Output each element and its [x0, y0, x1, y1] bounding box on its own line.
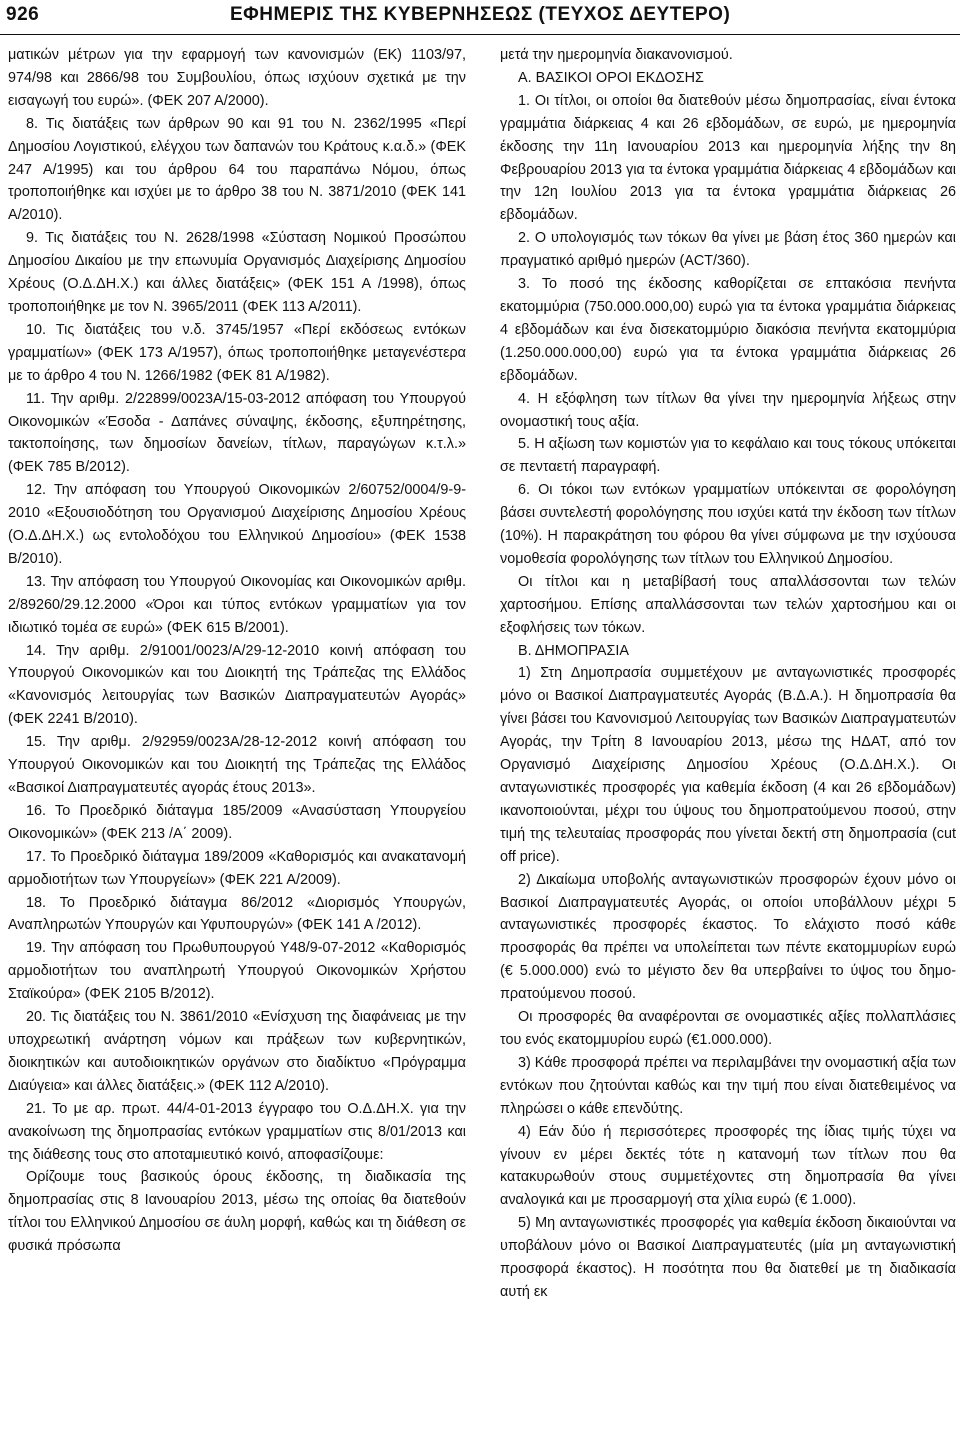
paragraph-auction-3: 3) Κάθε προσφορά πρέπει να περιλαμβάνει την ονομαστική αξία των εντόκων που ζητούνται καθώς και την τιμή που είναι διατεθειμένος να πληρώσει ο κάθε επενδύτης.: [500, 1054, 956, 1117]
paragraph-decision: Ορίζουμε τους βασικούς όρους έκδοσης, τη διαδικασία της δημοπρασίας στις 8 Ιανουαρίου 2013, μέσω της οποίας θα διατεθούν τίτλοι του Ελληνικού Δημοσίου σε άυλη μορφή, καθώς και τη διάθεση σε φυσικά πρόσωπα: [8, 1169, 466, 1255]
paragraph-term-1: 1. Οι τίτλοι, οι οποίοι θα διατεθούν μέσω δημοπρασίας, είναι έντοκα γραμμάτια διάρκειας 4 και 26 εβδομάδων, σε ευρώ, με ημερομηνία έκδοσης την 11η Ιανουαρίου 2013 και ημερομηνία λήξης την 8η Φεβρουαρίου 2013 για τα έντοκα γραμμάτια διάρκειας 4 εβδομάδων και την 12η Ιουλίου 2013 για τα έντοκα γραμμάτια διάρκειας 26 εβδομάδων.: [500, 92, 956, 224]
paragraph-item-12: 12. Την απόφαση του Υπουργού Οικονομικών 2/60752/0004/9-9-2010 «Εξουσιοδότηση του Οργανισμού Διαχείρισης Δημοσίου Χρέους (Ο.Δ.ΔΗ.Χ.) ως εντολοδόχου του Ελληνικού Δημοσίου» (ΦΕΚ 1538 Β/2010).: [8, 482, 466, 567]
right-column: [500, 44, 956, 1304]
page-number: 926: [6, 4, 40, 25]
paragraph-item-18: 18. Το Προεδρικό διάταγμα 86/2012 «Διορισμός Υπουργών, Αναπληρωτών Υπουργών και Υφυπουργών» (ΦΕΚ 141 Α /2012).: [8, 894, 466, 934]
paragraph-item-17: 17. Το Προεδρικό διάταγμα 189/2009 «Καθορισμός και ανακατανομή αρμοδιοτήτων των Υπουργείων» (ΦΕΚ 221 Α/2009).: [8, 848, 466, 888]
paragraph-continuation: ματικών μέτρων για την εφαρμογή των κανονισμών (ΕΚ) 1103/97, 974/98 και 2866/98 του Συμβουλίου, όπως ισχύουν σχετικά με την εισαγωγή του ευρώ». (ΦΕΚ 207 Α/2000).: [8, 47, 466, 109]
paragraph-term-3: 3. Το ποσό της έκδοσης καθορίζεται σε επτακόσια πενήντα εκατομμύρια (750.000.000,00) ευρώ για τα έντοκα γραμμάτια διάρκειας 4 εβδομάδων και ένα δισεκατομμύριο διακόσια πενήντα εκατομμύρια (1.250.000.000,00) ευρώ για τα έντοκα γραμμάτια διάρκειας 26 εβδομάδων.: [500, 276, 956, 384]
paragraph-auction-multiples: Οι προσφορές θα αναφέρονται σε ονομαστικές αξίες πολλαπλάσιες του ενός εκατομμυρίου ευρώ (€1.000.000).: [500, 1009, 956, 1048]
paragraph-term-5: 5. Η αξίωση των κομιστών για το κεφάλαιο και τους τόκους υπόκειται σε πενταετή παραγραφή.: [500, 436, 956, 476]
paragraph-item-16: 16. Το Προεδρικό διάταγμα 185/2009 «Ανασύσταση Υπουργείου Οικονομικών» (ΦΕΚ 213 /Α΄ 2009).: [8, 802, 466, 842]
paragraph-item-10: 10. Τις διατάξεις του ν.δ. 3745/1957 «Περί εκδόσεως εντόκων γραμματίων» (ΦΕΚ 173 Α/1957), όπως τροποποιήθηκε μεταγενέστερα με το άρθρο 4 του Ν. 1266/1982 (ΦΕΚ 81 Α/1982).: [8, 321, 466, 384]
left-column: [8, 44, 466, 1258]
paragraph-auction-1: 1) Στη Δημοπρασία συμμετέχουν με ανταγωνιστικές προσφορές μόνο οι Βασικοί Διαπραγματευτές Αγοράς (Β.Δ.Α.). Η δημοπρασία θα γίνει βάσει του Κανονισμού Λειτουργίας των Βασικών Διαπραγματευτών Αγοράς, την Τρίτη 8 Ιανουαρίου 2013, μέσω της ΗΔΑΤ, από τον Οργανισμό Διαχείρισης Δημοσίου Χρέους (Ο.Δ.ΔΗ.Χ.). Οι ανταγωνιστικές προσφορές για καθεμία έκδοση (4 και 26 εβδομάδων) ικανοποιούνται, μέχρι του ύψους του δημοπρατούμενου ποσού, στην τιμή της τελευταίας προσφοράς που γίνεται δεκτή στη δημοπρασία (cut off price).: [500, 665, 956, 865]
paragraph-stamp-duty: Οι τίτλοι και η μεταβίβασή τους απαλλάσσονται των τελών χαρτοσήμου. Επίσης απαλλάσσονται των τελών χαρτοσήμου και οι εξοφλήσεις των τόκων.: [500, 573, 956, 636]
paragraph-item-21: 21. Το με αρ. πρωτ. 44/4-01-2013 έγγραφο του Ο.Δ.ΔΗ.Χ. για την ανακοίνωση της δημοπρασίας εντόκων γραμματίων στις 8/01/2013 και της διάθεσης τους στο αποταμιευτικό κοινό, αποφασίζουμε:: [8, 1100, 466, 1163]
paragraph-item-14: 14. Την αριθμ. 2/91001/0023/Α/29-12-2010 κοινή απόφαση του Υπουργού Οικονομικών και του Διοικητή της Τράπεζας της Ελλάδος «Κανονισμός λειτουργίας των Βασικών Διαπραγματευτών Αγοράς» (ΦΕΚ 2241 Β/2010).: [8, 642, 466, 728]
paragraph-item-19: 19. Την απόφαση του Πρωθυπουργού Υ48/9-07-2012 «Καθορισμός αρμοδιοτήτων του αναπληρωτή Υπουργού Οικονομικών Χρήστου Σταϊκούρα» (ΦΕΚ 2105 Β/2012).: [8, 940, 466, 1003]
paragraph-item-9: 9. Τις διατάξεις του Ν. 2628/1998 «Σύσταση Νομικού Προσώπου Δημοσίου Δικαίου με την επωνυμία Οργανισμός Διαχείρισης Δημοσίου Χρέους (Ο.Δ.ΔΗ.Χ.) και άλλες διατάξεις» (ΦΕΚ 151 Α /1998), όπως τροποποιήθηκε με τον Ν. 3965/2011 (ΦΕΚ 113 Α/2011).: [8, 230, 466, 315]
paragraph-auction-2: 2) Δικαίωμα υποβολής ανταγωνιστικών προσφορών έχουν μόνο οι Βασικοί Διαπραγματευτές Αγοράς, οι οποίοι υποβάλλουν μέχρι 5 ανταγωνιστικές προσφορές έκαστος. Το ελάχιστο ποσό κάθε προσφοράς θα πρέπει να υπολείπεται των πέντε εκατομμυρίων ευρώ (€ 5.000.000) ενώ το μέγιστο δεν θα υπερβαίνει το ύψος του δημοπρατούμενου ποσού.: [500, 871, 956, 1003]
paragraph-term-2: 2. Ο υπολογισμός των τόκων θα γίνει με βάση έτος 360 ημερών και πραγματικό αριθμό ημερών (ACT/360).: [500, 230, 956, 270]
section-heading-auction: Β. ΔΗΜΟΠΡΑΣΙΑ: [518, 642, 629, 659]
journal-title: ΕΦΗΜΕΡΙΣ ΤΗΣ ΚΥΒΕΡΝΗΣΕΩΣ (ΤΕΥΧΟΣ ΔΕΥΤΕΡΟ): [230, 4, 731, 25]
paragraph-term-4: 4. Η εξόφληση των τίτλων θα γίνει την ημερομηνία λήξεως στην ονομαστική τους αξία.: [500, 390, 956, 430]
paragraph-item-8: 8. Τις διατάξεις των άρθρων 90 και 91 του Ν. 2362/1995 «Περί Δημοσίου Λογιστικού, ελέγχου των δαπανών του Κράτους κ.α.δ.» (ΦΕΚ 247 Α/1995) και του άρθρου 64 του παραπάνω Νόμου, όπως τροποποιήθηκε και ισχύει με το άρθρο 38 του Ν. 3871/2010 (ΦΕΚ 141 Α/2010).: [8, 115, 466, 224]
paragraph-auction-4: 4) Εάν δύο ή περισσότερες προσφορές της ίδιας τιμής τύχει να γίνουν εν μέρει δεκτές τότε η κατανομή των τίτλων που θα κατακυρωθούν στους συμμετέχοντες στη δημοπρασία θα γίνει αναλογικά και με προσαρμογή στα χίλια ευρώ (€ 1.000).: [500, 1123, 956, 1209]
paragraph-term-6: 6. Οι τόκοι των εντόκων γραμματίων υπόκεινται σε φορολόγηση βάσει συντελεστή φορολόγησης που ισχύει κατά την έκδοση των τίτλων (10%). Η παρακράτηση του φόρου θα γίνει σύμφωνα με την ισχύουσα νομοθεσία φορολόγησης των τίτλων του Ελληνικού Δημοσίου.: [500, 482, 956, 567]
section-heading-basic-terms: Α. ΒΑΣΙΚΟΙ ΟΡΟΙ ΕΚΔΟΣΗΣ: [518, 69, 704, 86]
paragraph-item-15: 15. Την αριθμ. 2/92959/0023Α/28-12-2012 κοινή απόφαση του Υπουργού Οικονομικών και του Διοικητή της Τράπεζας της Ελλάδος «Βασικοί Διαπραγματευτές αγοράς έτους 2013».: [8, 734, 466, 796]
paragraph-item-20: 20. Τις διατάξεις του Ν. 3861/2010 «Ενίσχυση της διαφάνειας με την υποχρεωτική ανάρτηση νόμων και πράξεων των κυβερνητικών, διοικητικών και αυτοδιοικητικών οργάνων στο διαδίκτυο «Πρόγραμμα Διαύγεια» και άλλες διατάξεις.» (ΦΕΚ 112 Α/2010).: [8, 1009, 466, 1094]
header-rule: [0, 34, 960, 35]
paragraph-item-13: 13. Την απόφαση του Υπουργού Οικονομίας και Οικονομικών αριθμ. 2/89260/29.12.2000 «Όροι και τύπος εντόκων γραμματίων για τον ιδιωτικό τομέα σε ευρώ» (ΦΕΚ 615 Β/2001).: [8, 573, 466, 636]
paragraph-auction-5: 5) Μη ανταγωνιστικές προσφορές για καθεμία έκδοση δικαιούνται να υποβάλουν μόνο οι Βασικοί Διαπραγματευτές (μία μη ανταγωνιστική προσφορά έκαστος). Η ποσότητα που θα διατεθεί με τη διαδικασία αυτή εκ: [500, 1215, 956, 1300]
paragraph-item-11: 11. Την αριθμ. 2/22899/0023Α/15-03-2012 απόφαση του Υπουργού Οικονομικών «Έσοδα - Δαπάνες σύναψης, έκδοσης, εξυπηρέτησης, τακτοποίησης, των δημοσίων δανείων, τίτλων, παραγώγων κ.τ.λ.» (ΦΕΚ 785 Β/2012).: [8, 390, 466, 476]
paragraph-continuation: μετά την ημερομηνία διακανονισμού.: [500, 47, 733, 63]
page-header: [0, 0, 960, 34]
